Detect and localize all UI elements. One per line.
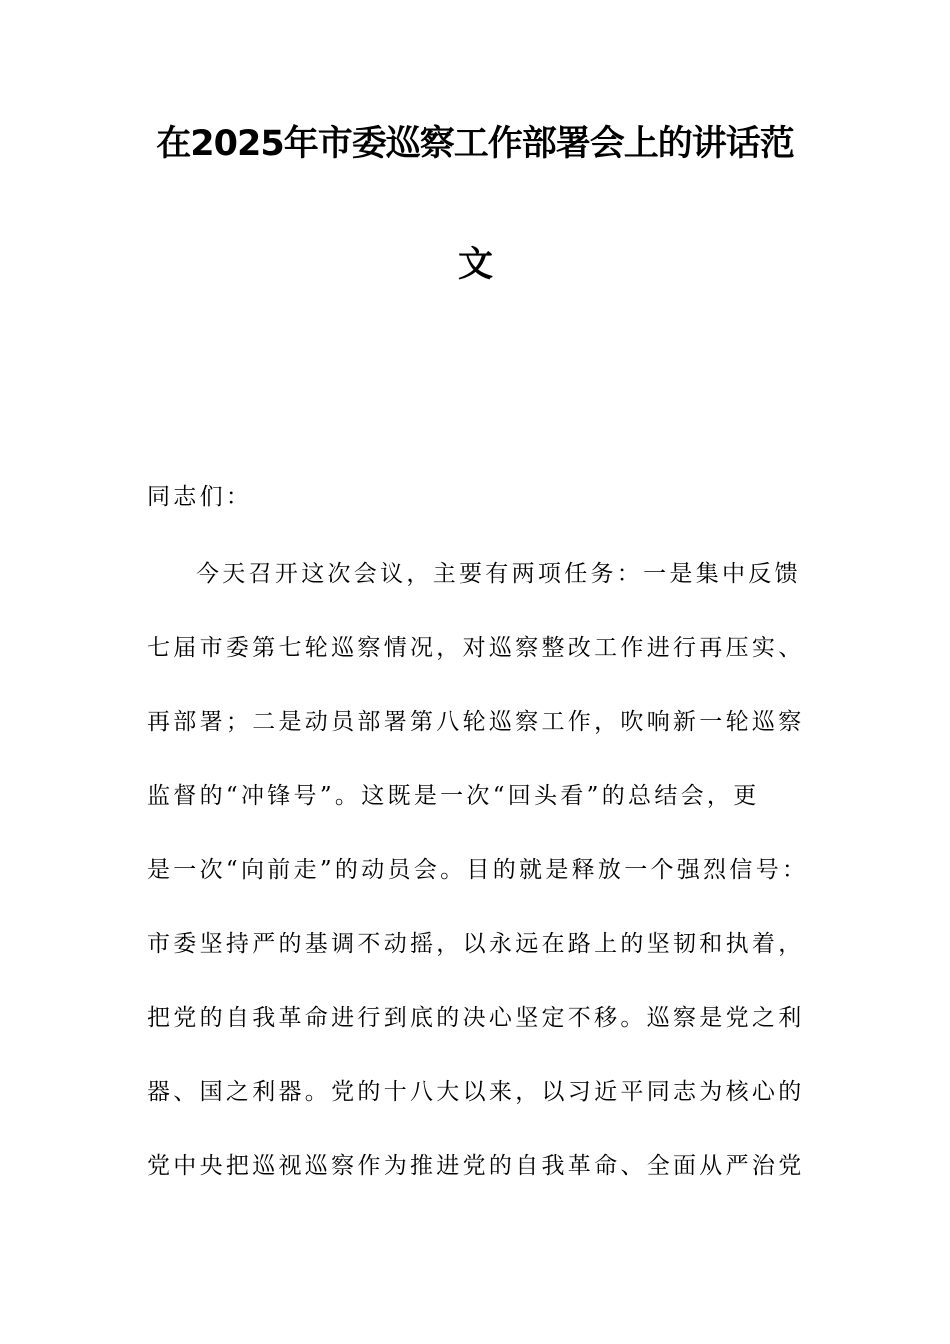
document-title-line-2: 文: [457, 245, 492, 285]
body-line-2: 七届市委第七轮巡察情况，对巡察整改工作进行再压实、: [147, 635, 805, 661]
salutation: 同志们：: [147, 484, 253, 510]
body-line-6: 市委坚持严的基调不动摇，以永远在路上的坚韧和执着，: [147, 931, 805, 957]
body-line-4: 监督的“冲锋号”。这既是一次“回头看”的总结会，更: [147, 783, 760, 809]
body-line-1: 今天召开这次会议，主要有两项任务：一是集中反馈: [196, 561, 801, 587]
body-line-5: 是一次“向前走”的动员会。目的就是释放一个强烈信号：: [147, 857, 809, 883]
body-line-7: 把党的自我革命进行到底的决心坚定不移。巡察是党之利: [147, 1005, 805, 1031]
body-line-9: 党中央把巡视巡察作为推进党的自我革命、全面从严治党: [147, 1153, 805, 1179]
body-line-8: 器、国之利器。党的十八大以来，以习近平同志为核心的: [147, 1079, 805, 1105]
body-line-3: 再部署；二是动员部署第八轮巡察工作，吹响新一轮巡察: [147, 709, 805, 735]
document-title-line-1: 在2025年市委巡察工作部署会上的讲话范: [156, 124, 794, 164]
